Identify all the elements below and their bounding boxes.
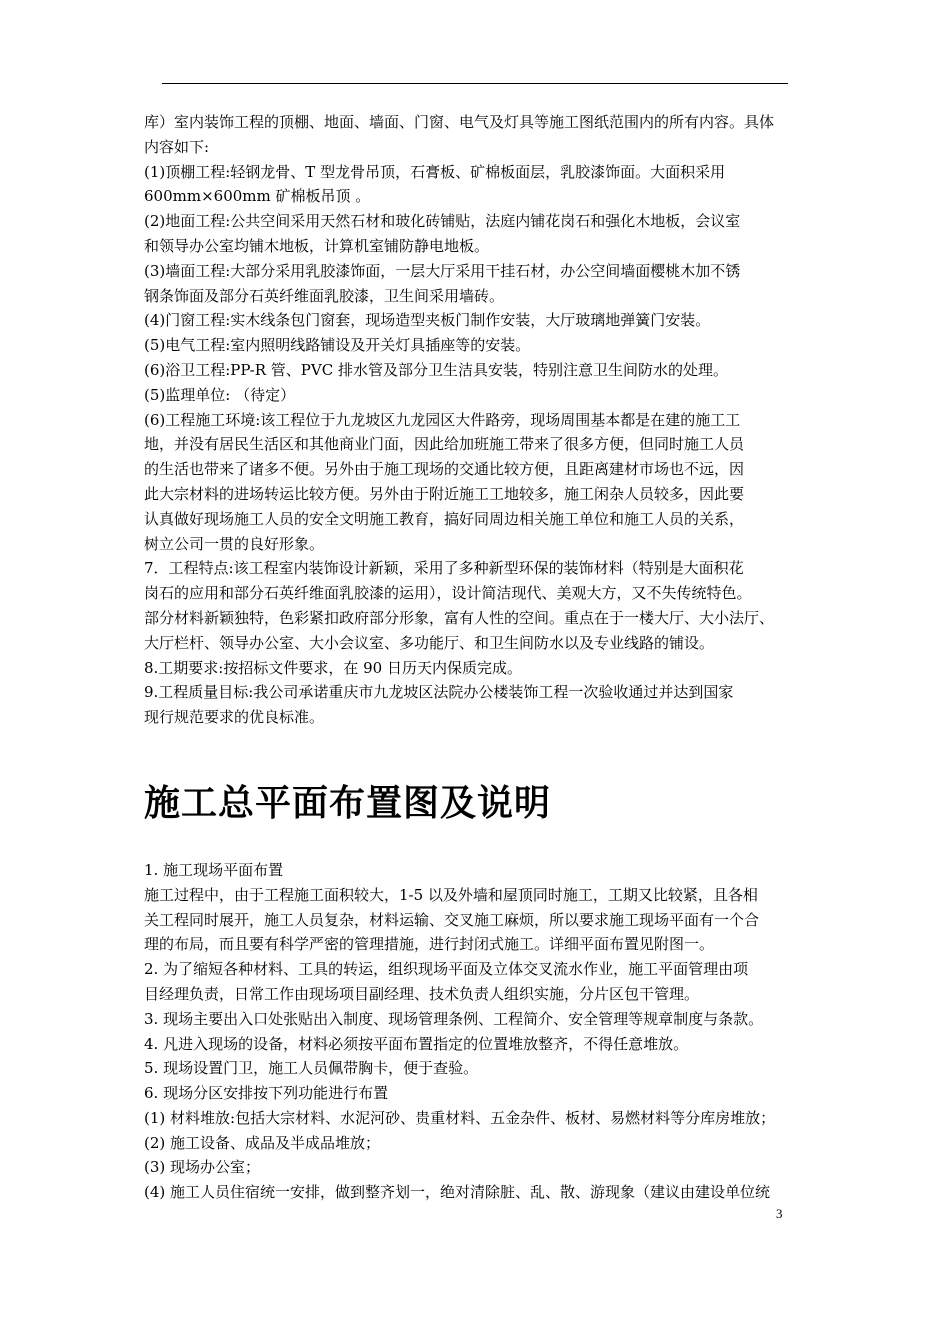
text-line: (4) 施工人员住宿统一安排，做到整齐划一，绝对清除脏、乱、散、游现象（建议由建设单位统 [144,1183,771,1202]
text-line: 5. 现场设置门卫，施工人员佩带胸卡，便于查验。 [144,1059,479,1078]
text-line: 3. 现场主要出入口处张贴出入制度、现场管理条例、工程简介、安全管理等规章制度与条款。 [144,1009,764,1028]
text-line: 1. 施工现场平面布置 [144,860,284,879]
section-site-layout [144,858,820,1205]
text-line: (5)电气工程:室内照明线路铺设及开关灯具插座等的安装。 [144,336,531,355]
text-line: (2) 施工设备、成品及半成品堆放； [144,1133,381,1152]
text-line: (6)浴卫工程:PP-R 管、PVC 排水管及部分卫生洁具安装，特别注意卫生间防水的处理。 [144,360,728,379]
text-line: 地，并没有居民生活区和其他商业门面，因此给加班施工带来了很多方便，但同时施工人员 [144,435,745,454]
text-line: 大厅栏杆、领导办公室、大小会议室、多功能厅、和卫生间防水以及专业线路的铺设。 [144,633,715,652]
text-line: (3) 现场办公室； [144,1158,261,1177]
text-line: 关工程同时展开，施工人员复杂，材料运输、交叉施工麻烦，所以要求施工现场平面有一个合 [144,910,760,929]
page-content [144,110,820,1205]
text-line: 9.工程质量目标:我公司承诺重庆市九龙坡区法院办公楼装饰工程一次验收通过并达到国家 [144,683,734,702]
text-line: 4. 凡进入现场的设备，材料必须按平面布置指定的位置堆放整齐，不得任意堆放。 [144,1034,689,1053]
text-line: 此大宗材料的进场转运比较方便。另外由于附近施工工地较多，施工闲杂人员较多，因此要 [144,484,745,503]
text-line: 的生活也带来了诸多不便。另外由于施工现场的交通比较方便，且距离建材市场也不远，因 [144,460,745,479]
text-line: 施工过程中，由于工程施工面积较大，1-5 以及外墙和屋顶同时施工，工期又比较紧，且各相 [144,885,758,904]
section-heading: 施工总平面布置图及说明 [144,782,552,824]
text-line: 2. 为了缩短各种材料、工具的转运，组织现场平面及立体交叉流水作业，施工平面管理由项 [144,960,749,979]
text-line: 理的布局，而且要有科学严密的管理措施，进行封闭式施工。详细平面布置见附图一。 [144,935,715,954]
text-line: 库）室内装饰工程的顶棚、地面、墙面、门窗、电气及灯具等施工图纸范围内的所有内容。具体 [144,113,775,131]
text-line: (3)墙面工程:大部分采用乳胶漆饰面，一层大厅采用干挂石材，办公空间墙面樱桃木加不锈 [144,261,741,280]
text-line: 树立公司一贯的良好形象。 [144,534,325,553]
text-line: 目经理负责，日常工作由现场项目副经理、技术负责人组织实施，分片区包干管理。 [144,984,700,1003]
text-line: (1)顶棚工程:轻钢龙骨、T 型龙骨吊顶，石膏板、矿棉板面层，乳胶漆饰面。大面积采用 [144,162,726,181]
page-number: 3 [776,1206,783,1221]
text-line: 岗石的应用和部分石英纤维面乳胶漆的运用），设计简洁现代、美观大方，又不失传统特色。 [144,584,752,603]
text-line: 7．工程特点:该工程室内装饰设计新颖，采用了多种新型环保的装饰材料（特别是大面积花 [144,559,744,578]
header-rule [162,83,788,84]
text-line: 认真做好现场施工人员的安全文明施工教育，搞好同周边相关施工单位和施工人员的关系， [144,509,745,528]
text-line: 现行规范要求的优良标准。 [144,708,325,727]
text-line: 钢条饰面及部分石英纤维面乳胶漆，卫生间采用墙砖。 [144,286,505,305]
text-line: (6)工程施工环境:该工程位于九龙坡区九龙园区大件路旁，现场周围基本都是在建的施工工 [144,410,741,429]
section-project-overview [144,110,820,730]
text-line: 内容如下: [144,137,210,156]
text-line: (2)地面工程:公共空间采用天然石材和玻化砖铺贴，法庭内铺花岗石和强化木地板，会议室 [144,212,741,231]
text-line: (1) 材料堆放:包括大宗材料、水泥河砂、贵重材料、五金杂件、板材、易燃材料等分库房堆放； [144,1108,776,1127]
text-line: 600mm×600mm 矿棉板吊顶 。 [144,187,371,206]
text-line: 和领导办公室均铺木地板，计算机室铺防静电地板。 [144,236,490,255]
text-line: 6. 现场分区安排按下列功能进行布置 [144,1084,389,1103]
text-line: 8.工期要求:按招标文件要求，在 90 日历天内保质完成。 [144,658,522,677]
text-line: (5)监理单位: （待定） [144,385,296,404]
text-line: (4)门窗工程:实木线条包门窗套，现场造型夹板门制作安装，大厅玻璃地弹簧门安装。 [144,311,711,330]
text-line: 部分材料新颖独特，色彩紧扣政府部分形象，富有人性的空间。重点在于一楼大厅、大小法厅、 [144,608,775,627]
